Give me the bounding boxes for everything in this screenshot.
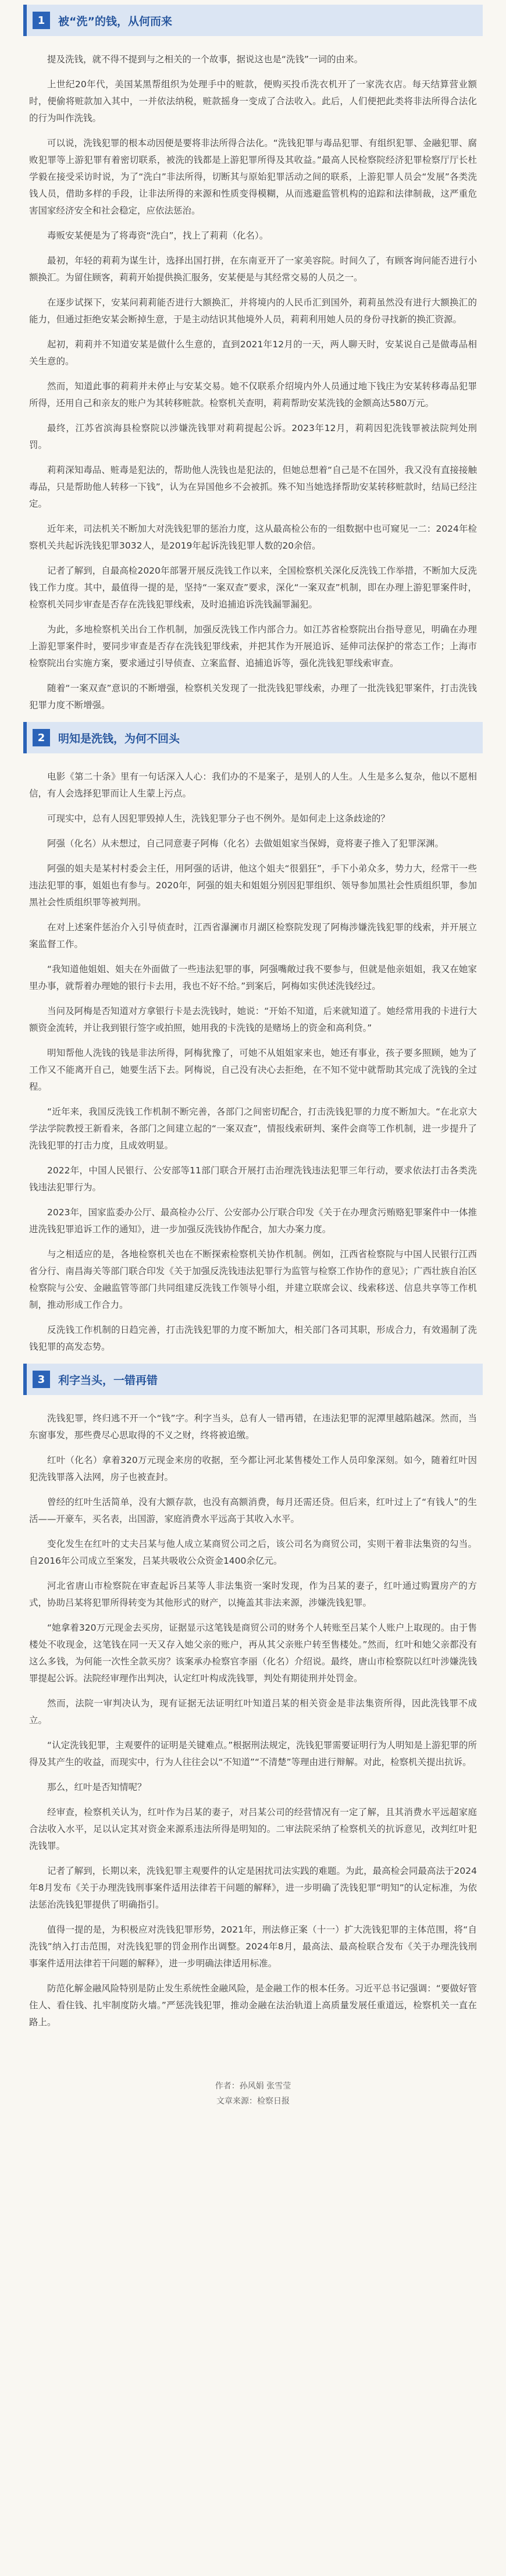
paragraph: 可以说，洗钱犯罪的根本动因便是要将非法所得合法化。“洗钱犯罪与毒品犯罪、有组织犯罪、金融犯罪、腐败犯罪等上游犯罪有着密切联系，被洗的钱都是上游犯罪所得及其收益。”最高人民检察院经济犯罪检察厅厅长杜学毅在接受采访时说，为了“洗白”非法所得，切断其与原始犯罪活动之间的联系，上游犯罪人员会“发展”各类洗钱人员，借助多样的手段，让非法所得的来源和性质变得模糊，从而逃避监管机构的追踪和法律制裁，这严重危害国家经济安全和社会稳定，应依法惩治。	[29, 138, 477, 216]
paragraph: 记者了解到，自最高检2020年部署开展反洗钱工作以来，全国检察机关深化反洗钱工作举措，不断加大反洗钱工作力度。其中，最值得一提的是，坚持“一案双查”要求，深化“一案双查”机制，即在办理上游犯罪案件时，检察机关同步审查是否存在洗钱犯罪线索，及时追捕追诉洗钱漏罪漏犯。	[29, 565, 477, 610]
section-number: 2	[33, 729, 50, 746]
section-header	[23, 1364, 483, 1395]
paragraph: 在逐步试探下，安某问莉莉能否进行大额换汇，并将境内的人民币汇到国外，莉莉虽然没有进行大额换汇的能力，但通过拒绝安某会断掉生意，于是主动结识其他境外人员，莉莉利用她人员的身份寻找新的换汇资源。	[29, 297, 477, 325]
paragraph: “近年来，我国反洗钱工作机制不断完善，各部门之间密切配合，打击洗钱犯罪的力度不断加大。“在北京大学法学院教授王新看来，各部门之间建立起的“一案双查”，情报线索研判、案件会商等工作机制，进一步提升了洗钱犯罪的打击力度，且成效明显。	[29, 1106, 477, 1151]
paragraph: 随着“一案双查”意识的不断增强，检察机关发现了一批洗钱犯罪线索，办理了一批洗钱犯罪案件，打击洗钱犯罪力度不断增强。	[29, 683, 477, 710]
paragraph: 然而，法院一审判决认为，现有证据无法证明红叶知道吕某的相关资金是非法集资所得，因此洗钱罪不成立。	[29, 1698, 477, 1725]
paragraph: 电影《第二十条》里有一句话深入人心：我们办的不是案子，是别人的人生。人生是多么复杂，他以不愿相信，有人会选择犯罪而让人生蒙上污点。	[29, 771, 477, 799]
paragraph: 起初，莉莉并不知道安某是做什么生意的，直到2021年12月的一天，两人聊天时，安某说自己是做毒品相关生意的。	[29, 339, 477, 367]
paragraph: 值得一提的是，为积极应对洗钱犯罪形势，2021年，刑法修正案（十一）扩大洗钱犯罪的主体范围，将“自洗钱”纳入打击范围，对洗钱犯罪的罚金刑作出调整。2024年8月，最高法、最高检联合发布《关于办理洗钱刑事案件适用法律若干问题的解释》，进一步明确法律适用标准。	[29, 1924, 477, 1969]
paragraph: 2023年，国家监委办公厅、最高检办公厅、公安部办公厅联合印发《关于在办理贪污贿赂犯罪案件中一体推进洗钱犯罪追诉工作的通知》，进一步加强反洗钱协作配合，加大办案力度。	[29, 1207, 477, 1234]
paragraph: 反洗钱工作机制的日趋完善，打击洗钱犯罪的力度不断加大，相关部门各司其职，形成合力，有效遏制了洗钱犯罪的高发态势。	[29, 1325, 477, 1352]
paragraph: 曾经的红叶生活简单，没有大额存款，也没有高额消费，每月还需还贷。但后来，红叶过上了“有钱人”的生活——开豪车，买名表，出国游，家庭消费水平远高于其收入水平。	[29, 1497, 477, 1524]
paragraph: 最终，江苏省滨海县检察院以涉嫌洗钱罪对莉莉提起公诉。2023年12月，莉莉因犯洗钱罪被法院判处刑罚。	[29, 423, 477, 450]
paragraph: 然而，知道此事的莉莉并未停止与安某交易。她不仅联系介绍境内外人员通过地下钱庄为安某转移毒品犯罪所得，还用自己和亲友的账户为其转移赃款。检察机关查明，莉莉帮助安某洗钱的金额高达580万元。	[29, 381, 477, 408]
paragraph: 红叶（化名）拿着320万元现金来房的收据，至今都让河北某售楼处工作人员印象深刻。如今，随着红叶因犯洗钱罪落入法网，房子也被查封。	[29, 1455, 477, 1482]
paragraph: 记者了解到，长期以来，洗钱犯罪主观要件的认定是困扰司法实践的难题。为此，最高检会同最高法于2024年8月发布《关于办理洗钱刑事案件适用法律若干问题的解释》，进一步明确了洗钱犯罪“明知”的认定标准，为依法惩治洗钱犯罪提供了明确指引。	[29, 1866, 477, 1910]
section-title: 明知是洗钱，为何不回头	[58, 732, 180, 745]
paragraph: 在对上述案件惩治介入引导侦查时，江西省瀑澜市月湖区检察院发现了阿梅涉嫌洗钱犯罪的线索，并开展立案监督工作。	[29, 922, 477, 949]
paragraph: “我知道他姐姐、姐夫在外面做了一些违法犯罪的事，阿强嘴敞过我不要参与，但就是他亲姐姐，我又在她家里办事，就帮着办理她的银行卡去用，我也不好不给。”到案后，阿梅如实供述洗钱经过。	[29, 964, 477, 991]
section-3	[0, 1364, 506, 2031]
section-header	[23, 5, 483, 36]
paragraph: 上世纪20年代，美国某黑帮组织为处理手中的赃款，便购买投币洗衣机开了一家洗衣店。每天结算营业额时，便偷将赃款加入其中，一并依法纳税，赃款摇身一变成了合法收入。此后，人们便把此类将非法所得合法化的行为叫作洗钱。	[29, 79, 477, 123]
paragraph: 与之相适应的是，各地检察机关也在不断探索检察机关协作机制。例如，江西省检察院与中国人民银行江西省分行、南昌海关等部门联合印发《关于加强反洗钱违法犯罪行为监管与检察工作协作的意见》；广西壮族自治区检察院与公安、金融监管等部门共同组建反洗钱工作领导小组，并建立联席会议、线索移送、信息共享等工作机制，推动形成工作合力。	[29, 1249, 477, 1310]
paragraph: 防范化解金融风险特别是防止发生系统性金融风险，是金融工作的根本任务。习近平总书记强调：“要做好管住人、看住钱、扎牢制度防火墙。”严惩洗钱犯罪，推动金融在法治轨道上高质量发展任重道远，检察机关一直在路上。	[29, 1983, 477, 2027]
author-line: 作者：孙风娟 张雪莹	[215, 2082, 291, 2091]
paragraph: 洗钱犯罪，终归逃不开一个“钱”字。利字当头，总有人一错再错，在违法犯罪的泥潭里越陷越深。然而，当东窗事发，那些费尽心思取得的不义之财，终将被追缴。	[29, 1413, 477, 1440]
section-1	[0, 5, 506, 714]
article-footer	[29, 2079, 477, 2109]
article	[0, 5, 506, 2062]
paragraph: 毒贩安某便是为了将毒资“洗白”，找上了莉莉（化名）。	[47, 230, 269, 241]
paragraph: 阿强（化名）从未想过，自己同意妻子阿梅（化名）去做姐姐家当保姆，竟将妻子推入了犯罪深渊。	[47, 838, 444, 849]
paragraph: 可现实中，总有人因犯罪毁掉人生，洗钱犯罪分子也不例外。是如何走上这条歧途的？	[47, 813, 390, 824]
paragraph: 提及洗钱，就不得不提到与之相关的一个故事，据说这也是“洗钱”一词的由来。	[47, 54, 364, 65]
section-number: 3	[33, 1371, 50, 1388]
paragraph: 最初，年轻的莉莉为谋生计，选择出国打拼，在东南亚开了一家美容院。时间久了，有顾客询问能否进行小额换汇。为留住顾客，莉莉开始提供换汇服务，安某便是与其经常交易的人员之一。	[29, 255, 477, 283]
paragraph: “认定洗钱犯罪，主观要件的证明是关键难点。”根据刑法规定，洗钱犯罪需要证明行为人明知是上游犯罪的所得及其产生的收益，而现实中，行为人往往会以“不知道”“不清楚”等理由进行辩解。对此，检察机关提出抗诉。	[29, 1740, 477, 1767]
paragraph: 河北省唐山市检察院在审查起诉吕某等人非法集资一案时发现，作为吕某的妻子，红叶通过购置房产的方式，协助吕某将犯罪所得转变为其他形式的财产，以掩盖其非法来源，涉嫌洗钱犯罪。	[29, 1581, 477, 1608]
paragraph: 明知帮他人洗钱的钱是非法所得，阿梅犹豫了，可她不从姐姐家来也，她还有事业，孩子要多照顾，她为了工作又不能离开自己，她要生活下去。阿梅说，自己没有决心去拒绝，在不知不觉中就帮助其完成了洗钱的全过程。	[29, 1048, 477, 1092]
paragraph: 阿强的姐夫是某村村委会主任，用阿强的话讲，他这个姐夫“很猖狂”，手下小弟众多，势力大，经常干一些违法犯罪的事，姐姐也有参与。2020年，阿强的姐夫和姐姐分别因犯罪组织、领导参加黑社会性质组织罪，参加黑社会性质组织罪等被判刑。	[29, 863, 477, 908]
section-title: 利字当头，一错再错	[58, 1374, 158, 1387]
source-line: 文章来源：检察日报	[216, 2097, 290, 2106]
paragraph: 2022年，中国人民银行、公安部等11部门联合开展打击治理洗钱违法犯罪三年行动，要求依法打击各类洗钱违法犯罪行为。	[29, 1165, 477, 1193]
paragraph: 经审查，检察机关认为，红叶作为吕某的妻子，对吕某公司的经营情况有一定了解，且其消费水平远超家庭合法收入水平，足以认定其对资金来源系违法所得是明知的。二审法院采纳了检察机关的抗诉意见，改判红叶犯洗钱罪。	[29, 1807, 477, 1851]
paragraph: 变化发生在红叶的丈夫吕某与他人成立某商贸公司之后，该公司名为商贸公司，实则干着非法集资的勾当。自2016年公司成立至案发，吕某共吸收公众资金1400余亿元。	[29, 1539, 477, 1566]
paragraph: 那么，红叶是否知情呢？	[47, 1782, 147, 1792]
paragraph: 近年来，司法机关不断加大对洗钱犯罪的惩治力度，这从最高检公布的一组数据中也可窥见一二：2024年检察机关共起诉洗钱犯罪3032人，是2019年起诉洗钱犯罪人数的20余倍。	[29, 524, 477, 551]
paragraph: 当问及阿梅是否知道对方拿银行卡是去洗钱时，她说：“开始不知道，后来就知道了。她经常用我的卡进行大额资金流转，并让我到银行签字或拍照，她用我的卡洗钱的是赌场上的资金和高利贷。”	[29, 1006, 477, 1033]
paragraph: 为此，多地检察机关出台工作机制，加强反洗钱工作内部合力。如江苏省检察院出台指导意见，明确在办理上游犯罪案件时，要同步审查是否存在洗钱犯罪线索，并把其作为开展追诉、延伸司法保护的常态工作；上海市检察院出台实施方案，要求通过引导侦查、立案监督、追捕追诉等，强化洗钱犯罪线索审查。	[29, 624, 477, 668]
paragraph: 莉莉深知毒品、赃毒是犯法的，帮助他人洗钱也是犯法的，但她总想着“自己是不在国外，我又没有直接接触毒品，只是帮助他人转移一下钱”，认为在异国他乡不会被抓。殊不知当她选择帮助安某转移赃款时，结局已经注定。	[29, 465, 477, 509]
section-header	[23, 722, 483, 753]
section-2	[0, 722, 506, 1355]
section-number: 1	[33, 12, 50, 29]
section-title: 被“洗”的钱，从何而来	[58, 15, 172, 28]
paragraph: “她拿着320万元现金去买房，证据显示这笔钱是商贸公司的财务个人转账至吕某个人账户上取现的。由于售楼处不收现金，这笔钱在同一天又存入她父亲的账户，再从其父亲账户转至售楼处。”然而，红叶和她父亲都没有这么多钱，为何能一次性全款买房？该案承办检察官李丽（化名）介绍说。最终，唐山市检察院以红叶涉嫌洗钱罪提起公诉。法院经审理作出判决，认定红叶构成洗钱罪，判处有期徒刑并处罚金。	[29, 1623, 477, 1684]
